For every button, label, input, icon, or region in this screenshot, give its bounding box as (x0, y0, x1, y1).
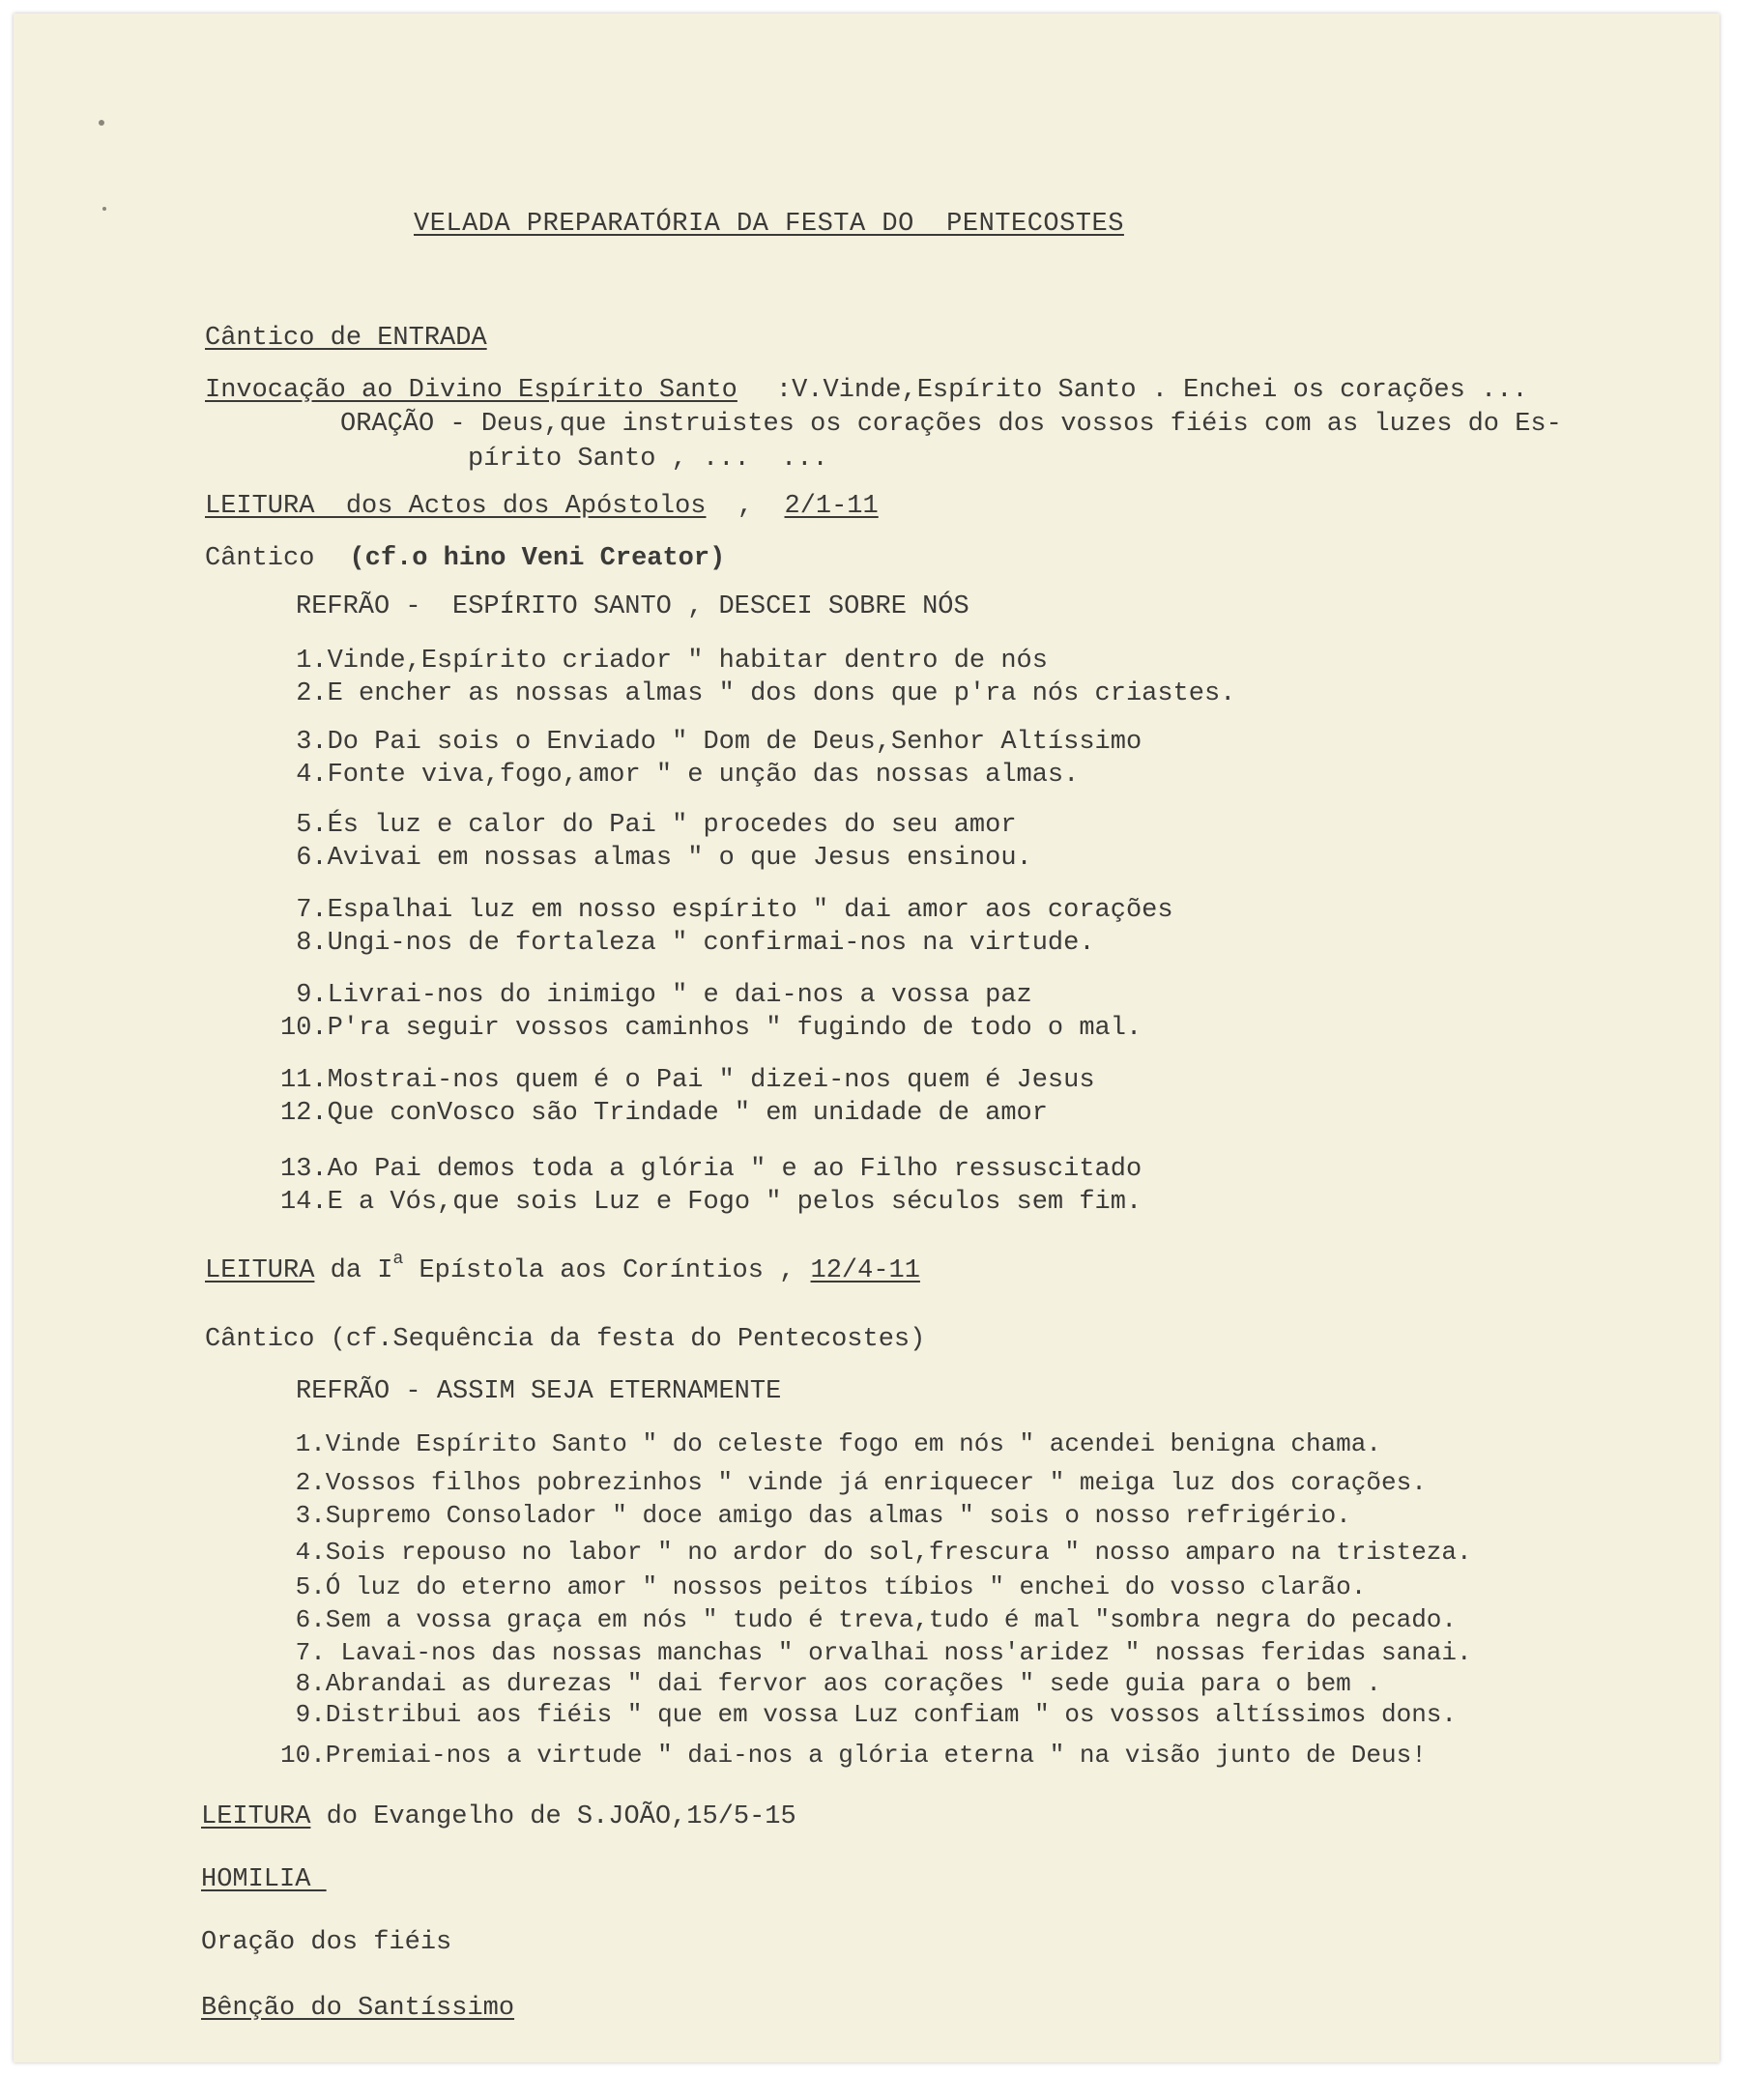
leitura1-line (205, 491, 879, 522)
verse-line: 10.P'ra seguir vossos caminhos " fugindo de todo o mal. (280, 1014, 1142, 1043)
verse-line: 3.Supremo Consolador " doce amigo das almas " sois o nosso refrigério. (280, 1501, 1351, 1530)
verse-line: 8.Abrandai as durezas " dai fervor aos corações " sede guia para o bem . (280, 1669, 1381, 1698)
oracao-text-1: - Deus,que instruistes os corações dos vossos fiéis com as luzes do Es- (434, 410, 1562, 439)
leitura1-label: LEITURA dos Actos dos Apóstolos (205, 492, 707, 521)
document-page (14, 14, 1720, 2062)
verse-line: 6.Sem a vossa graça em nós " tudo é treva,tudo é mal "sombra negra do pecado. (280, 1605, 1457, 1634)
verse-line: 7. Lavai-nos das nossas manchas " orvalhai noss'aridez " nossas feridas sanai. (280, 1638, 1472, 1667)
verse-line: 9.Distribui aos fiéis " que em vossa Luz confiam " os vossos altíssimos dons. (280, 1700, 1457, 1729)
cantico1-line (205, 543, 725, 574)
verse-line: 13.Ao Pai demos toda a glória " e ao Filho ressuscitado (280, 1155, 1142, 1184)
leitura3-line (201, 1801, 796, 1832)
oracao-line-2: pírito Santo , ... ... (468, 445, 828, 474)
cantico1-note: (cf.o hino Veni Creator) (349, 544, 726, 573)
verse-line: 5.És luz e calor do Pai " procedes do seu amor (280, 811, 1017, 840)
oracao-fieis: Oração dos fiéis (201, 1928, 452, 1957)
cantico1-refrao: REFRÃO - ESPÍRITO SANTO , DESCEI SOBRE NÓS (296, 592, 969, 621)
oracao-label: ORAÇÃO (340, 410, 435, 439)
oracao-line-1 (340, 409, 1562, 440)
leitura3-text: do Evangelho de S.JOÃO,15/5-15 (310, 1802, 796, 1831)
verse-line: 5.Ó luz do eterno amor " nossos peitos tíbios " enchei do vosso clarão. (280, 1572, 1367, 1601)
verse-line: 4.Sois repouso no labor " no ardor do sol,frescura " nosso amparo na tristeza. (280, 1538, 1472, 1567)
invocacao-label: Invocação ao Divino Espírito Santo (205, 376, 737, 405)
leitura2-label: LEITURA (205, 1256, 315, 1285)
paper-speck (102, 207, 106, 211)
invocacao-text: :V.Vinde,Espírito Santo . Enchei os corações ... (775, 376, 1528, 405)
verse-line: 12.Que conVosco são Trindade " em unidade de amor (280, 1099, 1048, 1128)
leitura3-label: LEITURA (201, 1802, 311, 1831)
leitura2-post: Epístola aos Coríntios , (403, 1256, 811, 1285)
leitura2-line (205, 1250, 920, 1288)
page-title: VELADA PREPARATÓRIA DA FESTA DO PENTECOSTES (414, 210, 1124, 239)
verse-line: 1.Vinde,Espírito criador " habitar dentro de nós (280, 647, 1048, 676)
verse-line: 10.Premiai-nos a virtude " dai-nos a glória eterna " na visão junto de Deus! (280, 1741, 1427, 1770)
invocacao-line (205, 375, 1528, 406)
verse-line: 14.E a Vós,que sois Luz e Fogo " pelos séculos sem fim. (280, 1188, 1142, 1217)
paper-speck (99, 120, 104, 126)
verse-line: 11.Mostrai-nos quem é o Pai " dizei-nos quem é Jesus (280, 1066, 1095, 1095)
bencao-heading: Bênção do Santíssimo (201, 1994, 515, 2023)
verse-line: 3.Do Pai sois o Enviado " Dom de Deus,Senhor Altíssimo (280, 728, 1142, 757)
verse-line: 7.Espalhai luz em nosso espírito " dai amor aos corações (280, 896, 1173, 925)
verse-line: 2.E encher as nossas almas " dos dons que p'ra nós criastes. (280, 679, 1236, 708)
verse-line: 2.Vossos filhos pobrezinhos " vinde já enriquecer " meiga luz dos corações. (280, 1468, 1427, 1497)
cantico1-label: Cântico (205, 544, 315, 573)
leitura2-ref: 12/4-11 (810, 1256, 920, 1285)
leitura2-sup: a (392, 1250, 404, 1269)
verse-line: 4.Fonte viva,fogo,amor " e unção das nossas almas. (280, 761, 1080, 790)
leitura1-sep: , (706, 492, 785, 521)
verse-line: 1.Vinde Espírito Santo " do celeste fogo em nós " acendei benigna chama. (280, 1429, 1381, 1458)
verse-line: 8.Ungi-nos de fortaleza " confirmai-nos na virtude. (280, 929, 1095, 958)
leitura1-ref: 2/1-11 (784, 492, 879, 521)
leitura2-pre: da I (314, 1256, 393, 1285)
verse-line: 6.Avivai em nossas almas " o que Jesus ensinou. (280, 844, 1032, 873)
entrada-heading: Cântico de ENTRADA (205, 324, 487, 353)
homilia-heading: HOMILIA (201, 1865, 327, 1894)
verse-line: 9.Livrai-nos do inimigo " e dai-nos a vossa paz (280, 981, 1032, 1010)
cantico2-refrao: REFRÃO - ASSIM SEJA ETERNAMENTE (296, 1377, 782, 1406)
cantico2-line: Cântico (cf.Sequência da festa do Pentecostes) (205, 1325, 926, 1354)
